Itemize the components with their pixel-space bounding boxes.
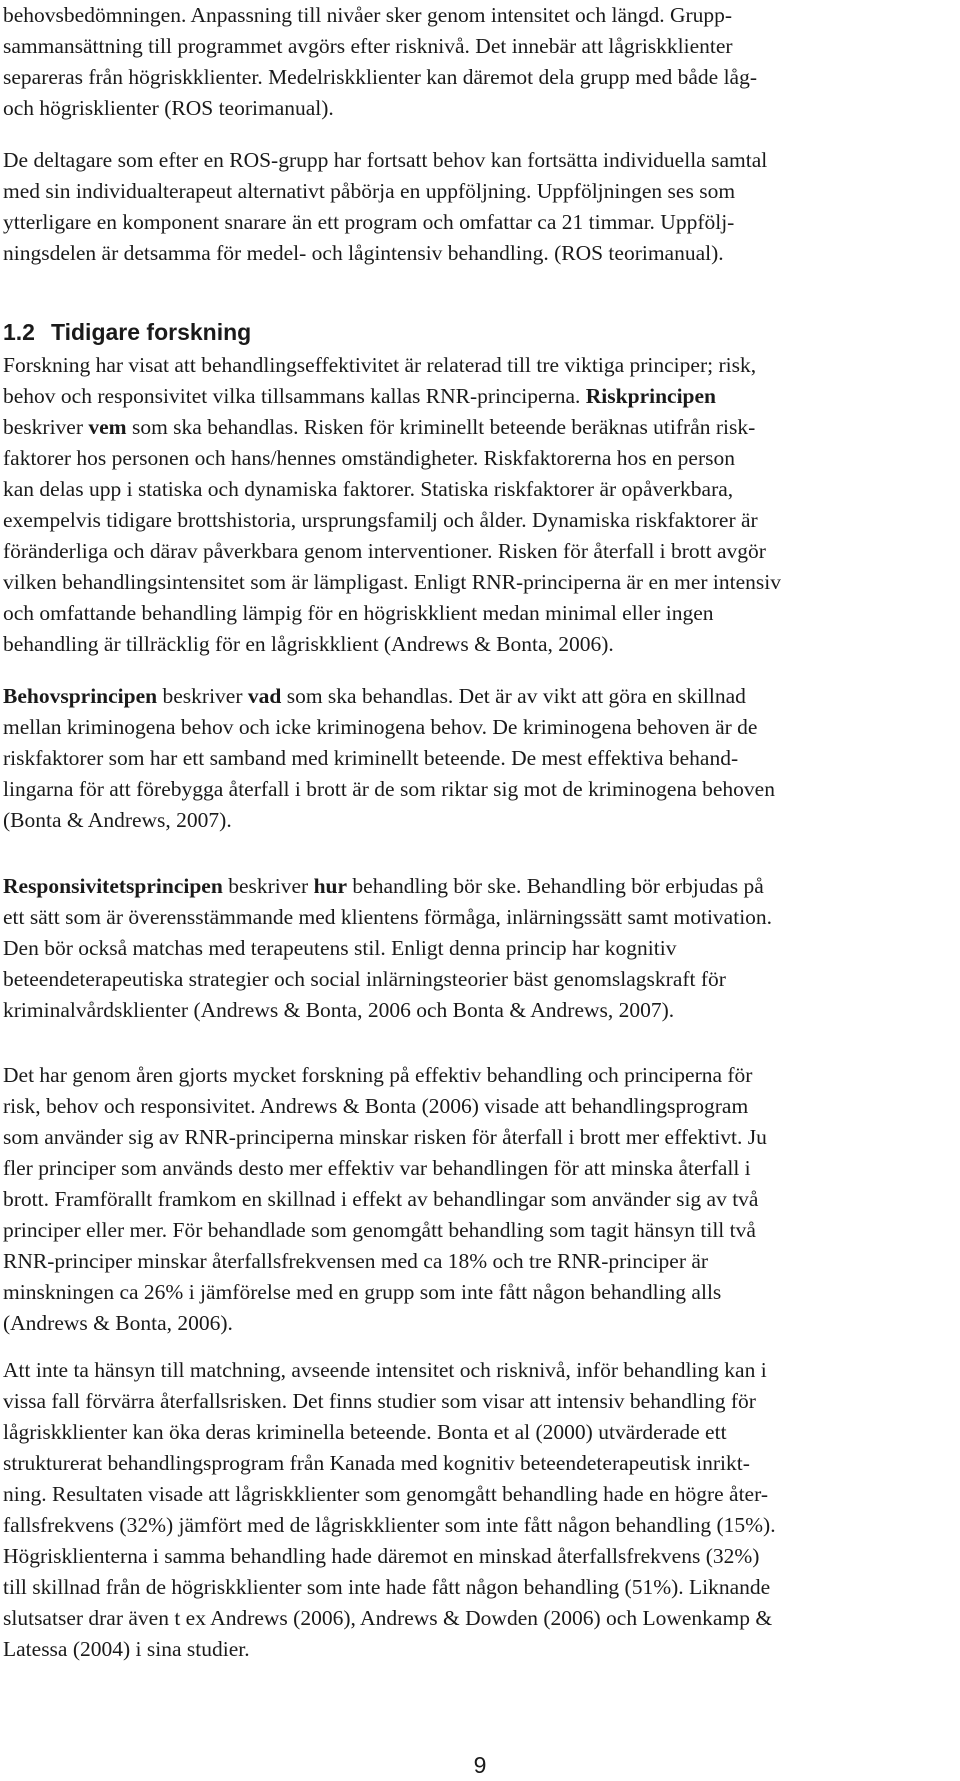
text-run: beskriver (157, 684, 248, 708)
term-hur: hur (313, 874, 348, 898)
paragraph-need-principle (3, 681, 775, 836)
term-vad: vad (247, 684, 282, 708)
text-run: Forskning har visat att behandlingseffektivitet är relaterad till tre viktiga principer; risk, behov och responsivitet vilka tillsammans kallas RNR-principerna. (3, 353, 757, 408)
text-run: beskriver (222, 874, 314, 898)
paragraph-research-results: Det har genom åren gjorts mycket forskning på effektiv behandling och principerna för risk, behov och responsivitet. Andrews & Bonta (2006) visade att behandlingsprogram som använder sig av RNR-principerna minskar risken för återfall i brott mer effektivt. Ju fler principer som används desto mer effektiv var behandlingen för att minska återfall i brott. Framförallt framkom en skillnad i effekt av behandlingar som använder sig av två principer eller mer. För behandlade som genomgått behandling som tagit hänsyn till två RNR-principer minskar återfallsfrekvensen med ca 18% och tre RNR-principer är minskningen ca 26% i jämförelse med en grupp som inte fått någon behandling alls (Andrews & Bonta, 2006). (3, 1063, 767, 1335)
paragraph-risk-principle (3, 350, 781, 660)
paragraph-responsivity-principle (3, 871, 772, 1026)
text-run: som ska behandlas. Det är av vikt att göra en skillnad mellan kriminogena behov och icke kriminogena behov. De kriminogena behoven är de riskfaktorer som har ett samband med kriminellt beteende. De mest effektiva behand- lingarna för att förebygga återfall i brott är de som riktar sig mot de kriminogena behoven (Bonta & Andrews, 2007). (3, 684, 775, 832)
section-number: 1.2 (3, 319, 35, 345)
term-riskprincipen: Riskprincipen (585, 384, 717, 408)
paragraph-matching: Att inte ta hänsyn till matchning, avseende intensitet och risknivå, inför behandling kan i vissa fall förvärra återfallsrisken. Det finns studier som visar att intensiv behandling för lågriskklienter kan öka deras kriminella beteende. Bonta et al (2000) utvärderade ett strukturerat behandlingsprogram från Kanada med kognitiv beteendeterapeutisk inrikt- ning. Resultaten visade att lågriskklienter som genomgått behandling hade en högre åter- fallsfrekvens (32%) jämfört med de lågriskklienter som inte fått någon behandling (15%). Högrisklienterna i samma behandling hade däremot en minskad återfallsfrekvens (32%) till skillnad från de högriskklienter som inte hade fått någon behandling (51%). Liknande slutsatser drar även t ex Andrews (2006), Andrews & Dowden (2006) och Lowenkamp & Latessa (2004) i sina studier. (3, 1358, 776, 1661)
term-vem: vem (88, 415, 127, 439)
paragraph-follow-up: De deltagare som efter en ROS-grupp har fortsatt behov kan fortsätta individuella samtal med sin individualterapeut alternativt påbörja en uppföljning. Uppföljningen ses som ytterligare en komponent snarare än ett program och omfattar ca 21 timmar. Uppfölj- ningsdelen är detsamma för medel- och lågintensiv behandling. (ROS teorimanual). (3, 148, 768, 265)
term-responsivitetsprincipen: Responsivitetsprincipen (3, 874, 223, 898)
text-run: som ska behandlas. Risken för kriminellt beteende beräknas utifrån risk- faktorer hos personen och hans/hennes omständigheter. Riskfaktorerna hos en person kan delas upp i statiska och dynamiska faktorer. Statiska riskfaktorer är opåverkbara, exempelvis tidigare brottshistoria, ursprungsfamilj och ålder. Dynamiska riskfaktorer är föränderliga och därav påverkbara genom interventioner. Risken för återfall i brott avgör vilken behandlingsintensitet som är lämpligast. Enligt RNR-principerna är en mer intensiv och omfattande behandling lämpig för en högriskklient medan minimal eller ingen behandling är tillräcklig för en lågriskklient (Andrews & Bonta, 2006). (3, 415, 782, 656)
text-run: beskriver (3, 415, 83, 439)
section-heading (3, 317, 251, 347)
paragraph-ros-group-composition: behovsbedömningen. Anpassning till nivåer sker genom intensitet och längd. Grupp- sammansättning till programmet avgörs efter risknivå. Det innebär att lågriskklienter separeras från högriskklienter. Medelriskklienter kan däremot dela grupp med både låg- och högrisklienter (ROS teorimanual). (3, 3, 758, 120)
term-behovsprincipen: Behovsprincipen (3, 684, 158, 708)
text-run: behandling bör ske. Behandling bör erbjudas på ett sätt som är överensstämmande med klientens förmåga, inlärningssätt samt motivation. Den bör också matchas med terapeutens stil. Enligt denna princip har kognitiv beteendeterapeutiska strategier och social inlärningsteorier bäst genomslagskraft för kriminalvårdsklienter (Andrews & Bonta, 2006 och Bonta & Andrews, 2007). (3, 874, 773, 1022)
section-title: Tidigare forskning (50, 319, 252, 345)
page-number: 9 (473, 1752, 487, 1778)
